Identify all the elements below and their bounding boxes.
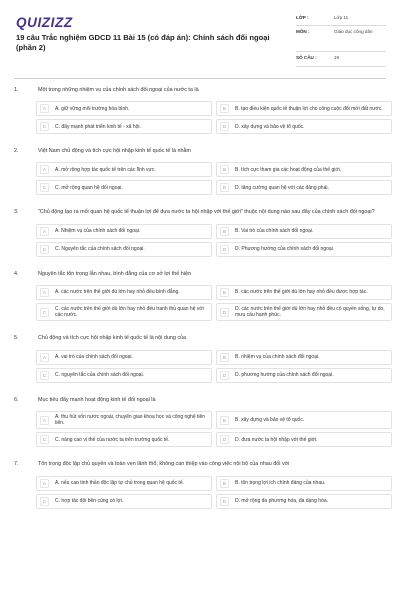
option-letter-badge: B bbox=[220, 104, 229, 113]
question-number: 3. bbox=[14, 209, 19, 216]
option-text: B. nhiệm vụ của chính sách đối ngoại. bbox=[235, 353, 320, 360]
question-item bbox=[14, 271, 388, 322]
option-letter-badge: C bbox=[40, 371, 49, 380]
meta-class-value: Lớp 11 bbox=[334, 15, 349, 20]
option-text: B. tích cực tham gia các hoạt động của thế giới. bbox=[235, 166, 342, 173]
option-letter-badge: A bbox=[40, 353, 49, 362]
option-letter-badge: D bbox=[220, 497, 229, 506]
answer-option[interactable] bbox=[36, 119, 212, 134]
option-letter-badge: B bbox=[220, 227, 229, 236]
option-text: B. Vai trò của chính sách đối ngoại. bbox=[235, 227, 314, 234]
question-text: Chủ động và tích cực hội nhập kinh tế quốc tế là nội dung của bbox=[38, 335, 187, 342]
option-text: C. nâng cao vị thế của nước ta trên trường quốc tế. bbox=[55, 436, 170, 443]
answer-option[interactable] bbox=[36, 162, 212, 177]
option-letter-badge: A bbox=[40, 104, 49, 113]
option-letter-badge: C bbox=[40, 435, 49, 444]
option-text: B. xây dựng và bảo vệ tổ quốc. bbox=[235, 416, 305, 423]
answer-option[interactable] bbox=[36, 224, 212, 239]
option-letter-badge: C bbox=[40, 245, 49, 254]
header-divider bbox=[14, 78, 386, 79]
option-letter-badge: D bbox=[220, 371, 229, 380]
option-text: C. hợp tác đôi bên cùng có lợi. bbox=[55, 497, 124, 504]
meta-count-label: SỐ CÂU : bbox=[296, 55, 317, 61]
meta-class bbox=[296, 12, 386, 26]
option-text: A. giữ vững môi trường hòa bình. bbox=[55, 105, 130, 112]
question-text: Việt Nam chủ động và tích cực hội nhập kinh tế quốc tế là nhằm bbox=[38, 148, 192, 155]
answer-option[interactable] bbox=[36, 285, 212, 300]
answer-option[interactable] bbox=[216, 350, 392, 365]
answer-options bbox=[36, 101, 388, 134]
worksheet-title: 19 câu Trắc nghiệm GDCD 11 Bài 15 (có đáp án): Chính sách đối ngoại (phần 2) bbox=[16, 33, 270, 52]
option-letter-badge: B bbox=[220, 165, 229, 174]
option-text: C. Nguyên tắc của chính sách đối ngoại. bbox=[55, 245, 145, 252]
option-letter-badge: A bbox=[40, 288, 49, 297]
answer-option[interactable] bbox=[216, 180, 392, 195]
option-text: D. các nước trên thế giới dù lớn hay nhỏ đều có quyền sống, tự do, mưu cầu hạnh phúc. bbox=[235, 305, 385, 319]
meta-subject bbox=[296, 26, 386, 52]
question-header bbox=[14, 87, 388, 94]
option-text: A. Nhiệm vụ của chính sách đối ngoại. bbox=[55, 227, 141, 234]
answer-option[interactable] bbox=[36, 476, 212, 491]
option-letter-badge: A bbox=[40, 227, 49, 236]
meta-class-label: LỚP : bbox=[296, 15, 309, 20]
answer-option[interactable] bbox=[216, 411, 392, 430]
answer-option[interactable] bbox=[216, 368, 392, 383]
answer-option[interactable] bbox=[216, 494, 392, 509]
question-number: 2. bbox=[14, 148, 19, 155]
question-number: 5. bbox=[14, 335, 19, 342]
question-item bbox=[14, 87, 388, 134]
answer-option[interactable] bbox=[216, 162, 392, 177]
option-letter-badge: D bbox=[220, 245, 229, 254]
option-text: D. tăng cường quan hệ với các đảng phái. bbox=[235, 184, 329, 191]
option-letter-badge: B bbox=[220, 288, 229, 297]
option-text: D. Phương hướng của chính sách đối ngoại. bbox=[235, 245, 335, 252]
answer-option[interactable] bbox=[216, 285, 392, 300]
question-item bbox=[14, 148, 388, 195]
question-list bbox=[14, 87, 388, 509]
question-header bbox=[14, 209, 388, 216]
question-text: Tôn trọng độc lập chủ quyền và toàn vẹn lãnh thổ, không can thiệp vào công việc nội bộ của nhau đối với bbox=[38, 461, 290, 468]
answer-option[interactable] bbox=[216, 303, 392, 322]
answer-option[interactable] bbox=[216, 432, 392, 447]
option-text: C. nguyên tắc của chính sách đối ngoại. bbox=[55, 371, 144, 378]
answer-options bbox=[36, 224, 388, 257]
answer-options bbox=[36, 411, 388, 448]
option-text: A. vai trò của chính sách đối ngoại. bbox=[55, 353, 133, 360]
option-letter-badge: A bbox=[40, 416, 49, 425]
option-letter-badge: C bbox=[40, 497, 49, 506]
question-header bbox=[14, 335, 388, 342]
question-item bbox=[14, 209, 388, 256]
answer-option[interactable] bbox=[36, 350, 212, 365]
answer-option[interactable] bbox=[216, 224, 392, 239]
question-header bbox=[14, 397, 388, 404]
meta-subject-value: Giáo dục công dân bbox=[334, 29, 373, 35]
option-letter-badge: A bbox=[40, 479, 49, 488]
answer-options bbox=[36, 162, 388, 195]
worksheet-meta bbox=[296, 12, 386, 67]
option-text: C. các nước trên thế giới dù lớn hay nhỏ đều tranh thủ quan hệ với các nước. bbox=[55, 305, 204, 319]
answer-options bbox=[36, 350, 388, 383]
option-text: B. tạo điều kiện quốc tế thuận lợi cho công cuộc đổi mới đất nước. bbox=[235, 105, 383, 112]
answer-option[interactable] bbox=[36, 180, 212, 195]
option-letter-badge: D bbox=[220, 308, 229, 317]
option-text: C. mở rộng quan hệ đối ngoại. bbox=[55, 184, 123, 191]
answer-option[interactable] bbox=[36, 242, 212, 257]
option-text: B. các nước trên thế giới dù lớn hay nhỏ đều được hợp tác. bbox=[235, 289, 368, 296]
option-letter-badge: D bbox=[220, 122, 229, 131]
answer-option[interactable] bbox=[36, 432, 212, 447]
question-item bbox=[14, 461, 388, 508]
option-letter-badge: C bbox=[40, 122, 49, 131]
answer-option[interactable] bbox=[216, 101, 392, 116]
option-letter-badge: B bbox=[220, 416, 229, 425]
option-text: D. xây dựng và bảo vệ tổ quốc. bbox=[235, 123, 305, 130]
option-text: C. đẩy mạnh phát triển kinh tế - xã hội. bbox=[55, 123, 141, 130]
option-text: D. đưa nước ta hội nhập với thế giới. bbox=[235, 436, 318, 443]
option-letter-badge: D bbox=[220, 183, 229, 192]
question-header bbox=[14, 148, 388, 155]
question-number: 7. bbox=[14, 461, 19, 468]
option-text: A. mở rộng hợp tác quốc tế trên các lĩnh vực. bbox=[55, 166, 156, 173]
question-text: Nguyên tắc tôn trọng lẫn nhau, bình đẳng của cơ sở lợi thế hiện bbox=[38, 270, 191, 277]
option-text: B. tôn trọng lợi ích chính đáng của nhau. bbox=[235, 479, 326, 486]
option-letter-badge: B bbox=[220, 479, 229, 488]
answer-options bbox=[36, 476, 388, 509]
question-item bbox=[14, 335, 388, 382]
option-letter-badge: C bbox=[40, 308, 49, 317]
quizizz-logo: QUIZIZZ bbox=[16, 15, 73, 30]
meta-subject-label: MÔN : bbox=[296, 29, 310, 35]
question-number: 4. bbox=[14, 270, 19, 277]
option-letter-badge: B bbox=[220, 353, 229, 362]
option-letter-badge: D bbox=[220, 435, 229, 444]
meta-count-value: 19 bbox=[334, 55, 340, 61]
question-number: 6. bbox=[14, 396, 19, 403]
answer-options bbox=[36, 285, 388, 322]
option-text: D. mở rộng đa phương hóa, đa dạng hóa. bbox=[235, 497, 329, 504]
option-text: A. nếu cao tinh thần độc lập tự chủ trong quan hệ quốc tế. bbox=[55, 479, 184, 486]
page-header bbox=[0, 0, 400, 78]
answer-option[interactable] bbox=[216, 476, 392, 491]
option-letter-badge: C bbox=[40, 183, 49, 192]
question-number: 1. bbox=[14, 87, 19, 93]
answer-option[interactable] bbox=[36, 411, 212, 430]
answer-option[interactable] bbox=[216, 242, 392, 257]
question-text: "Chủ động tạo ra mối quan hệ quốc tế thuận lợi để đưa nước ta hội nhập với thế giới" thuộc nội dung nào sau đây của chính sách đối ngoại? bbox=[38, 209, 375, 216]
answer-option[interactable] bbox=[36, 494, 212, 509]
question-header bbox=[14, 271, 388, 278]
answer-option[interactable] bbox=[36, 101, 212, 116]
answer-option[interactable] bbox=[36, 368, 212, 383]
option-letter-badge: A bbox=[40, 165, 49, 174]
question-text: Một trong những nhiệm vụ của chính sách đối ngoại của nước ta là bbox=[38, 87, 199, 93]
question-text: Mục tiêu đẩy mạnh hoạt động kinh tế đối ngoại là bbox=[38, 396, 156, 403]
meta-count bbox=[296, 52, 386, 66]
option-text: D. phương hướng của chính sách đối ngoại. bbox=[235, 371, 334, 378]
question-header bbox=[14, 461, 388, 468]
answer-option[interactable] bbox=[216, 119, 392, 134]
question-item bbox=[14, 397, 388, 448]
option-text: A. các nước trên thế giới dù lớn hay nhỏ đều bình đẳng. bbox=[55, 289, 180, 296]
answer-option[interactable] bbox=[36, 303, 212, 322]
option-text: A. thu hút vốn nước ngoài, chuyển giao khoa học và công nghệ tiên tiến. bbox=[55, 413, 206, 427]
